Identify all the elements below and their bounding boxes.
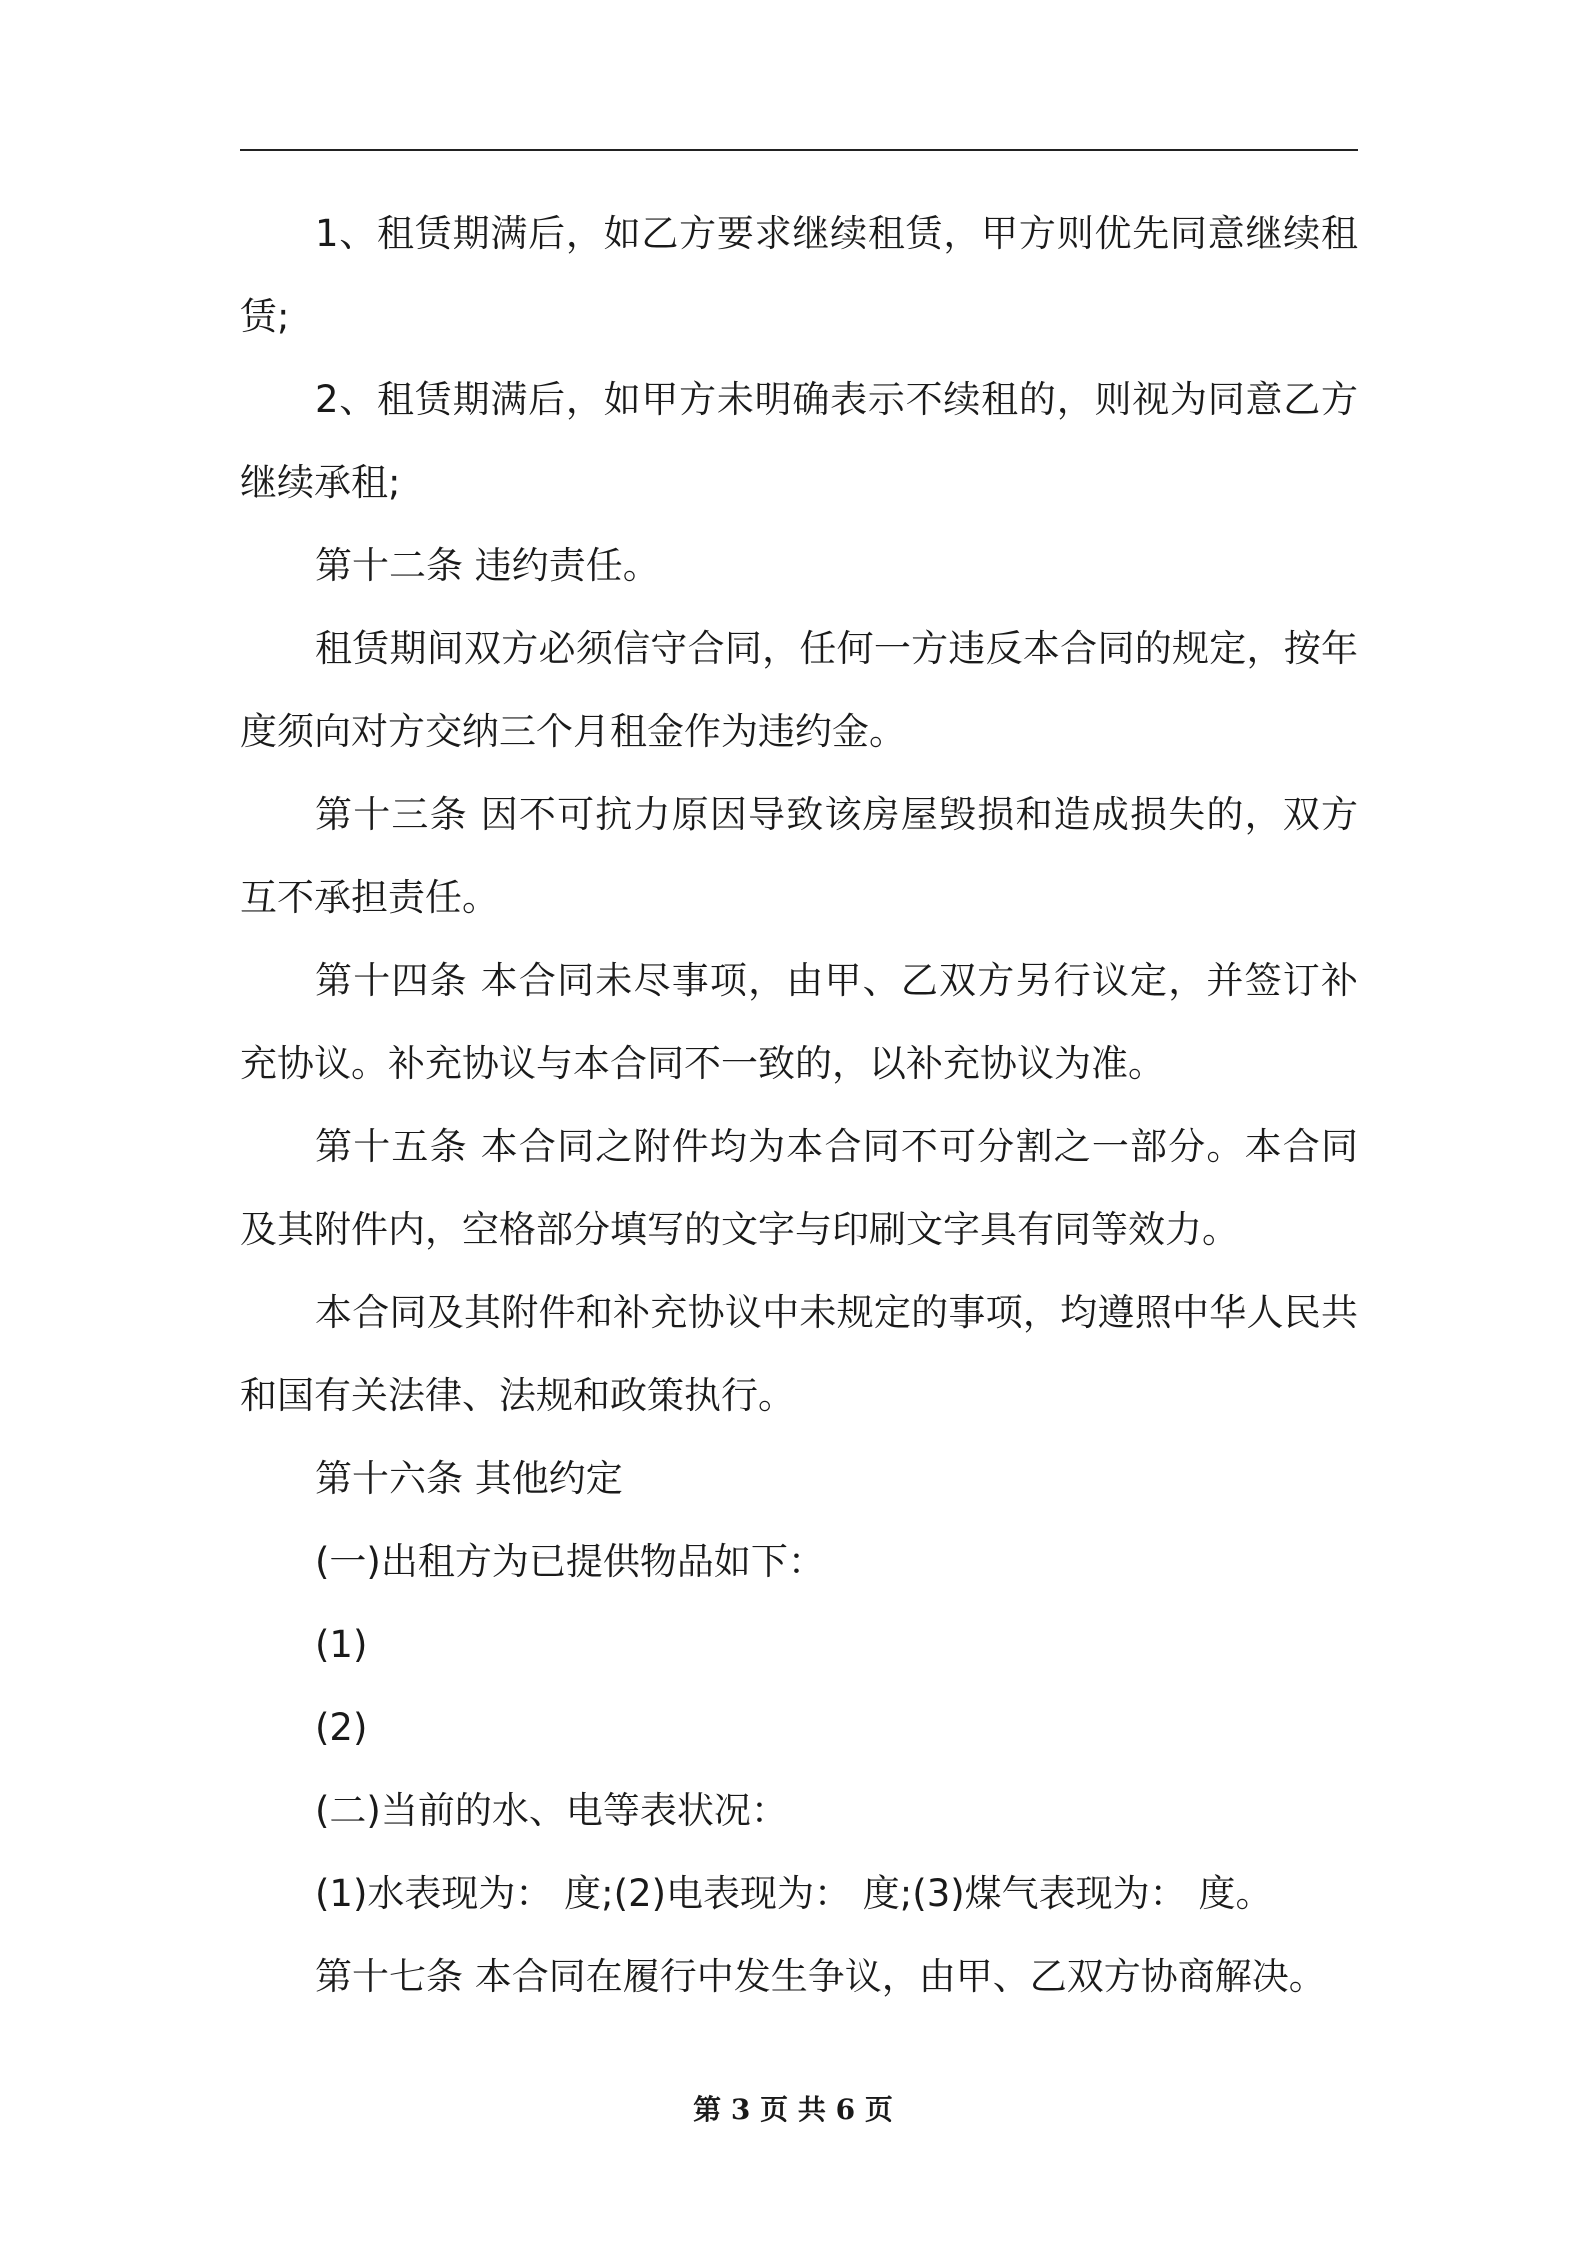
document-body xyxy=(240,192,1358,2018)
article-16-heading: 第十六条 其他约定 xyxy=(315,1457,623,1500)
provided-item-2: (2) xyxy=(315,1706,368,1749)
paragraph-applicable-law: 本合同及其附件和补充协议中未规定的事项，均遵照中华人民共和国有关法律、法规和政策执行。 xyxy=(240,1291,1358,1417)
page-number-footer: 第 3 页 共 6 页 xyxy=(693,2093,893,2126)
article-14: 第十四条 本合同未尽事项，由甲、乙双方另行议定，并签订补充协议。补充协议与本合同不一致的，以补充协议为准。 xyxy=(240,959,1358,1085)
provided-items-heading: (一)出租方为已提供物品如下： xyxy=(315,1540,825,1583)
paragraph-renewal-implied: 2、租赁期满后，如甲方未明确表示不续租的，则视为同意乙方继续承租; xyxy=(240,378,1358,504)
paragraph-breach-penalty: 租赁期间双方必须信守合同，任何一方违反本合同的规定，按年度须向对方交纳三个月租金作为违约金。 xyxy=(240,627,1358,753)
article-17: 第十七条 本合同在履行中发生争议，由甲、乙双方协商解决。 xyxy=(315,1955,1326,1998)
meter-readings: (1)水表现为： 度;(2)电表现为： 度;(3)煤气表现为： 度。 xyxy=(315,1872,1273,1915)
header-rule xyxy=(240,149,1358,151)
provided-item-1: (1) xyxy=(315,1623,368,1666)
meter-status-heading: (二)当前的水、电等表状况： xyxy=(315,1789,788,1832)
paragraph-renewal-priority: 1、租赁期满后，如乙方要求继续租赁，甲方则优先同意继续租赁; xyxy=(240,212,1358,338)
article-12-heading: 第十二条 违约责任。 xyxy=(315,544,660,587)
article-13: 第十三条 因不可抗力原因导致该房屋毁损和造成损失的，双方互不承担责任。 xyxy=(240,793,1358,919)
article-15: 第十五条 本合同之附件均为本合同不可分割之一部分。本合同及其附件内，空格部分填写的文字与印刷文字具有同等效力。 xyxy=(240,1125,1358,1251)
